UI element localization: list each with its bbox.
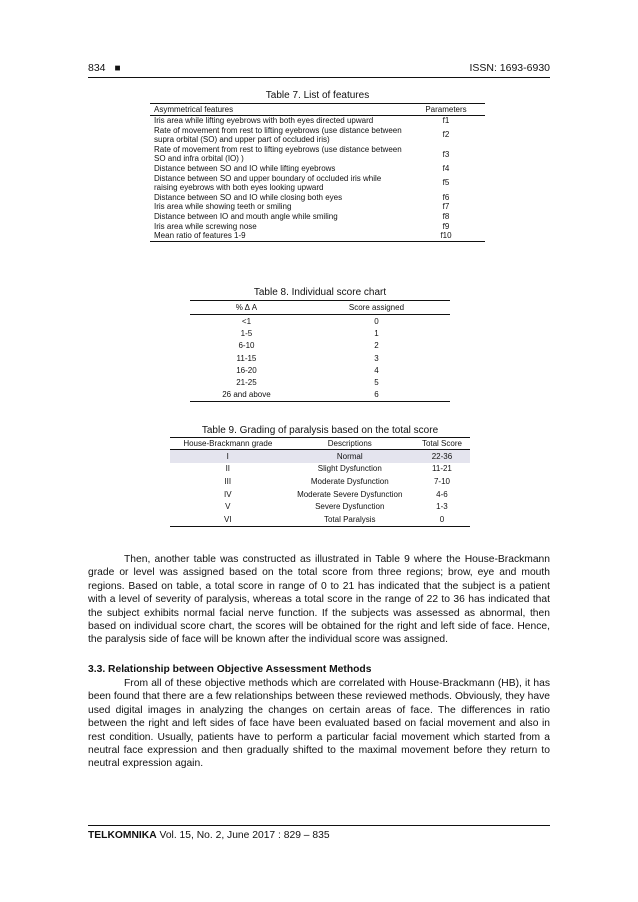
- table7-cell-param: f9: [442, 221, 450, 231]
- table7-row: [150, 164, 485, 174]
- table9-cell-grade: VI: [170, 513, 286, 526]
- table8-cell-delta: 11-15: [236, 353, 257, 363]
- table8-cell-delta: 1-5: [240, 328, 253, 338]
- table8-cell-delta: 21-25: [236, 378, 257, 388]
- footer-rule: [88, 825, 550, 826]
- table8-row: [190, 389, 450, 402]
- table7-header-features: Asymmetrical features: [150, 104, 407, 116]
- table9-header-grade: House-Brackmann grade: [170, 438, 286, 450]
- journal-name: TELKOMNIKA: [88, 830, 157, 841]
- table8-row: [190, 376, 450, 388]
- table9: [170, 437, 470, 527]
- table8-cell-delta: 6-10: [238, 341, 255, 351]
- section-heading: 3.3. Relationship between Objective Assessment Methods: [88, 664, 372, 675]
- table9-row: [170, 488, 470, 501]
- table7-cell-feature: Iris area while screwing nose: [154, 221, 257, 231]
- table7-row: [150, 231, 485, 241]
- table8-row: [190, 327, 450, 339]
- table7-cell-feature: Rate of movement from rest to lifting eyebrows (use distance between supra orbital (SO) and upper part of occluded iris): [154, 125, 402, 145]
- table9-caption: Table 9. Grading of paralysis based on the total score: [201, 425, 439, 436]
- table9-cell-grade: V: [225, 502, 231, 512]
- table7-cell-param: f3: [442, 149, 450, 159]
- table8-caption: Table 8. Individual score chart: [253, 287, 387, 298]
- table9-cell-total: 4-6: [436, 489, 448, 499]
- table8-cell-score: 2: [374, 341, 379, 351]
- table9-row: [170, 463, 470, 476]
- table8-cell-score: 1: [374, 328, 379, 338]
- table7-cell-param: f7: [442, 202, 450, 212]
- table7-cell-param: f2: [442, 130, 450, 140]
- table9-cell-grade: III: [224, 476, 232, 486]
- table8-row: [190, 340, 450, 352]
- table7-row: [150, 145, 485, 164]
- table9-header-total: Total Score: [414, 438, 470, 450]
- table9-cell-desc: Slight Dysfunction: [317, 464, 382, 474]
- header-rule: [88, 77, 550, 78]
- table7-row: [150, 202, 485, 212]
- table7-row: [150, 212, 485, 222]
- table8-cell-score: 3: [374, 353, 379, 363]
- table8-cell-score: 6: [303, 389, 450, 402]
- table7-row: [150, 126, 485, 145]
- issn: ISSN: 1693-6930: [469, 62, 550, 74]
- table9-row: [170, 500, 470, 513]
- table8-header-score: Score assigned: [303, 301, 450, 315]
- page-footer: [88, 830, 330, 841]
- table7-cell-feature: Iris area while lifting eyebrows with both eyes directed upward: [154, 116, 374, 125]
- table9-header-desc: Descriptions: [286, 438, 414, 450]
- table9-cell-desc: Total Paralysis: [286, 513, 414, 526]
- page-number: 834: [88, 62, 106, 74]
- table7-header-params: Parameters: [407, 104, 485, 116]
- body-paragraph-2: From all of these objective methods which are correlated with House-Brackmann (HB), it has been found that there are a few relationships between these reviewed methods. Obviously, they have used digital images in analyzing the changes on certain areas of face. The differences in ratio between the right and left sides of face have been evaluated based on facial movement and also in rest condition. Usually, patients have to perform a particular facial movement which started from a neutral face expression and then gradually shifted to the maximal movement before they return to neutral expression again.: [88, 678, 550, 770]
- table7-cell-feature: Distance between SO and upper boundary of occluded iris while raising eyebrows with both eyes looking upward: [154, 173, 382, 193]
- table8-cell-delta: <1: [241, 316, 252, 326]
- table7: [150, 103, 485, 242]
- table7-cell-param: f5: [442, 178, 450, 188]
- table9-cell-desc: Moderate Dysfunction: [310, 476, 389, 486]
- page-header: [88, 60, 550, 76]
- table7-cell-feature: Distance between IO and mouth angle while smiling: [154, 211, 338, 221]
- table9-row: [170, 475, 470, 488]
- table7-cell-param: f4: [442, 163, 450, 173]
- table8-row: [190, 352, 450, 364]
- table7-cell-param: f6: [442, 192, 450, 202]
- table8-cell-delta: 26 and above: [190, 389, 303, 402]
- journal-citation: Vol. 15, No. 2, June 2017 : 829 – 835: [159, 830, 330, 841]
- table8: [190, 300, 450, 402]
- table9-row: [170, 513, 470, 526]
- table7-row: [150, 116, 485, 126]
- table8-row: [190, 364, 450, 376]
- table9-cell-total: 7-10: [433, 476, 450, 486]
- table9-row: [170, 450, 470, 463]
- table7-row: [150, 193, 485, 203]
- table9-cell-grade: I: [170, 450, 286, 463]
- table9-cell-grade: IV: [224, 489, 232, 499]
- table7-cell-param: f1: [442, 116, 450, 125]
- table7-row: [150, 174, 485, 193]
- table9-cell-grade: II: [225, 464, 231, 474]
- table8-header-delta: % Δ A: [190, 301, 303, 315]
- table7-cell-param: f8: [442, 211, 450, 221]
- table8-cell-delta: 16-20: [236, 365, 257, 375]
- table7-cell-feature: Distance between SO and IO while lifting eyebrows: [154, 163, 336, 173]
- table9-cell-total: 11-21: [432, 464, 452, 474]
- table7-caption: Table 7. List of features: [265, 90, 370, 101]
- table7-row: [150, 222, 485, 232]
- table9-cell-desc: Severe Dysfunction: [315, 502, 385, 512]
- table8-cell-score: 5: [374, 378, 379, 388]
- table8-cell-score: 0: [374, 316, 379, 326]
- table9-cell-total: 0: [414, 513, 470, 526]
- table8-row: [190, 315, 450, 328]
- table7-cell-feature: Rate of movement from rest to lifting eyebrows (use distance between SO and infra orbital (IO) ): [154, 144, 402, 164]
- table7-cell-param: f10: [407, 231, 485, 241]
- table9-cell-desc: Normal: [286, 450, 414, 463]
- table7-cell-feature: Mean ratio of features 1-9: [150, 231, 407, 241]
- header-square-icon: ■: [114, 62, 121, 74]
- table9-cell-total: 1-3: [436, 502, 448, 512]
- table7-cell-feature: Distance between SO and IO while closing both eyes: [154, 192, 343, 202]
- table9-cell-desc: Moderate Severe Dysfunction: [297, 489, 403, 499]
- table8-cell-score: 4: [374, 365, 379, 375]
- table9-cell-total: 22-36: [414, 450, 470, 463]
- table7-cell-feature: Iris area while showing teeth or smiling: [154, 202, 292, 212]
- body-paragraph-1: Then, another table was constructed as illustrated in Table 9 where the House-Brackmann grade or level was assigned based on the total score from three regions; brow, eye and mouth regions. Based on table, a total score in range of 0 to 21 has indicated that the subject is a patient with a level of severity of paralysis, whereas a total score in the range of 22 to 36 has indicated that the subject exhibits normal facial nerve function. If the subjects was assessed as abnormal, then based on individual score chart, the scores will be obtained for the right and left side of face. Hence, the paralysis side of face will be known after the individual score was assigned.: [88, 554, 550, 646]
